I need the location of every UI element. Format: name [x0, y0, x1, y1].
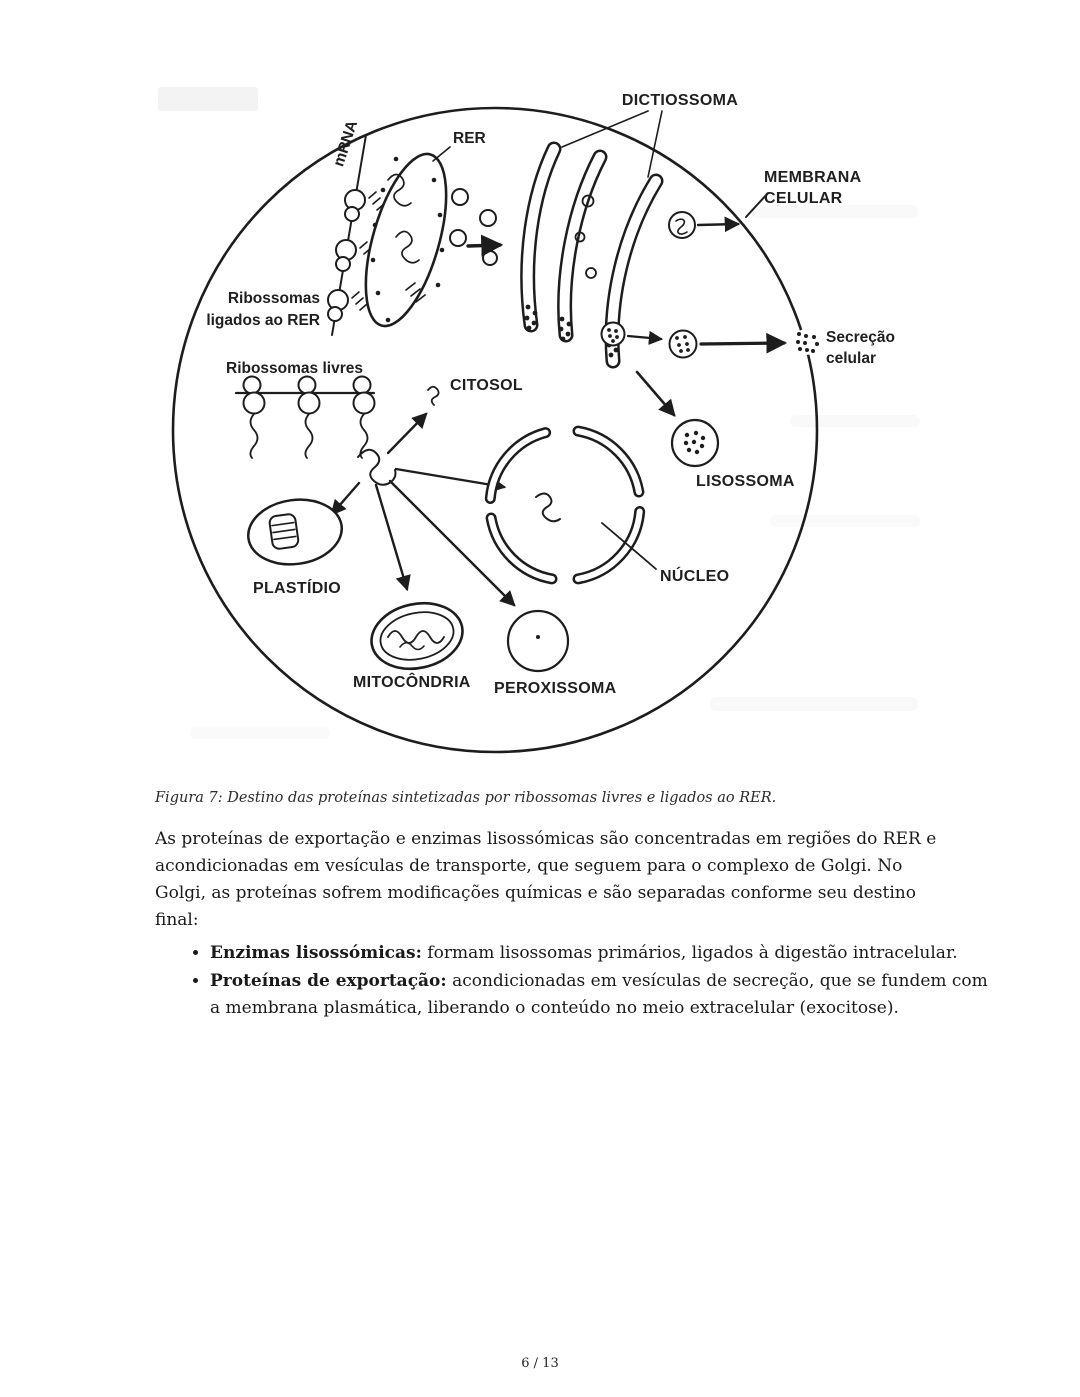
label-ribossomas-livres: Ribossomas livres [226, 360, 363, 377]
lysosome [637, 372, 718, 466]
bullet-lead: Enzimas lisossómicas: [210, 943, 422, 963]
label-ribossomas-rer-line2: ligados ao RER [206, 312, 320, 329]
label-citosol: CITOSOL [450, 377, 523, 394]
transport-vesicles [450, 189, 497, 265]
mitochondrion [365, 595, 468, 677]
label-membrana-line1: MEMBRANA [764, 169, 862, 186]
label-ribossomas-rer-line1: Ribossomas [227, 290, 320, 307]
bullet-list [155, 940, 992, 1023]
peroxisome [508, 611, 568, 671]
label-membrana-line2: CELULAR [764, 190, 843, 207]
bullet-enzimas-lisossomicas [210, 940, 992, 967]
rer-to-golgi-arrow [468, 245, 500, 246]
body-paragraph: As proteínas de exportação e enzimas lisossómicas são concentradas em regiões do RER e acondicionadas em vesículas de transporte, que seguem para o complexo de Golgi. No Golgi, as proteínas sofrem modificações químicas e são separadas conforme seu destino final: [155, 829, 937, 930]
label-dictiossoma: DICTIOSSOMA [621, 92, 739, 109]
secretion-pathway [602, 323, 785, 358]
bullet-lead: Proteínas de exportação: [210, 971, 447, 991]
label-lisossoma: LISOSSOMA [696, 473, 795, 490]
bullet-text: acondicionadas em vesículas de secreção, que se fundem com a membrana plasmática, liberando o conteúdo no meio extracelular (exocitose). [210, 971, 988, 1018]
page-number: 6 / 13 [521, 1356, 559, 1371]
cell-membrane [173, 108, 817, 752]
label-rer: RER [453, 130, 486, 147]
bullet-text: formam lisossomas primários, ligados à digestão intracelular. [421, 943, 958, 963]
free-ribosomes [236, 377, 375, 459]
figure-caption: Figura 7: Destino das proteínas sintetizadas por ribossomas livres e ligados ao RER. [155, 790, 777, 806]
label-mrna: mRNA [330, 118, 362, 169]
bullet-proteinas-exportacao [210, 968, 992, 1022]
plastid [244, 494, 346, 570]
label-secrecao-line2: celular [826, 350, 876, 367]
label-nucleo: NÚCLEO [660, 568, 730, 585]
label-plastidio: PLASTÍDIO [253, 580, 342, 597]
nucleus [490, 431, 656, 579]
dictiossoma-pointer-lines [562, 111, 662, 177]
protein-destination-arrows [332, 414, 514, 605]
label-secrecao-line1: Secreção [826, 329, 895, 346]
rer-organelle [350, 145, 463, 334]
cell-diagram-figure [150, 85, 930, 777]
cell-diagram [150, 85, 930, 777]
membrane-bound-vesicle [669, 212, 738, 238]
label-mitocondria: MITOCÔNDRIA [353, 674, 471, 691]
membrane-secretion-gap [793, 329, 819, 355]
golgi-stack [525, 149, 656, 361]
label-peroxissoma: PEROXISSOMA [494, 680, 617, 697]
